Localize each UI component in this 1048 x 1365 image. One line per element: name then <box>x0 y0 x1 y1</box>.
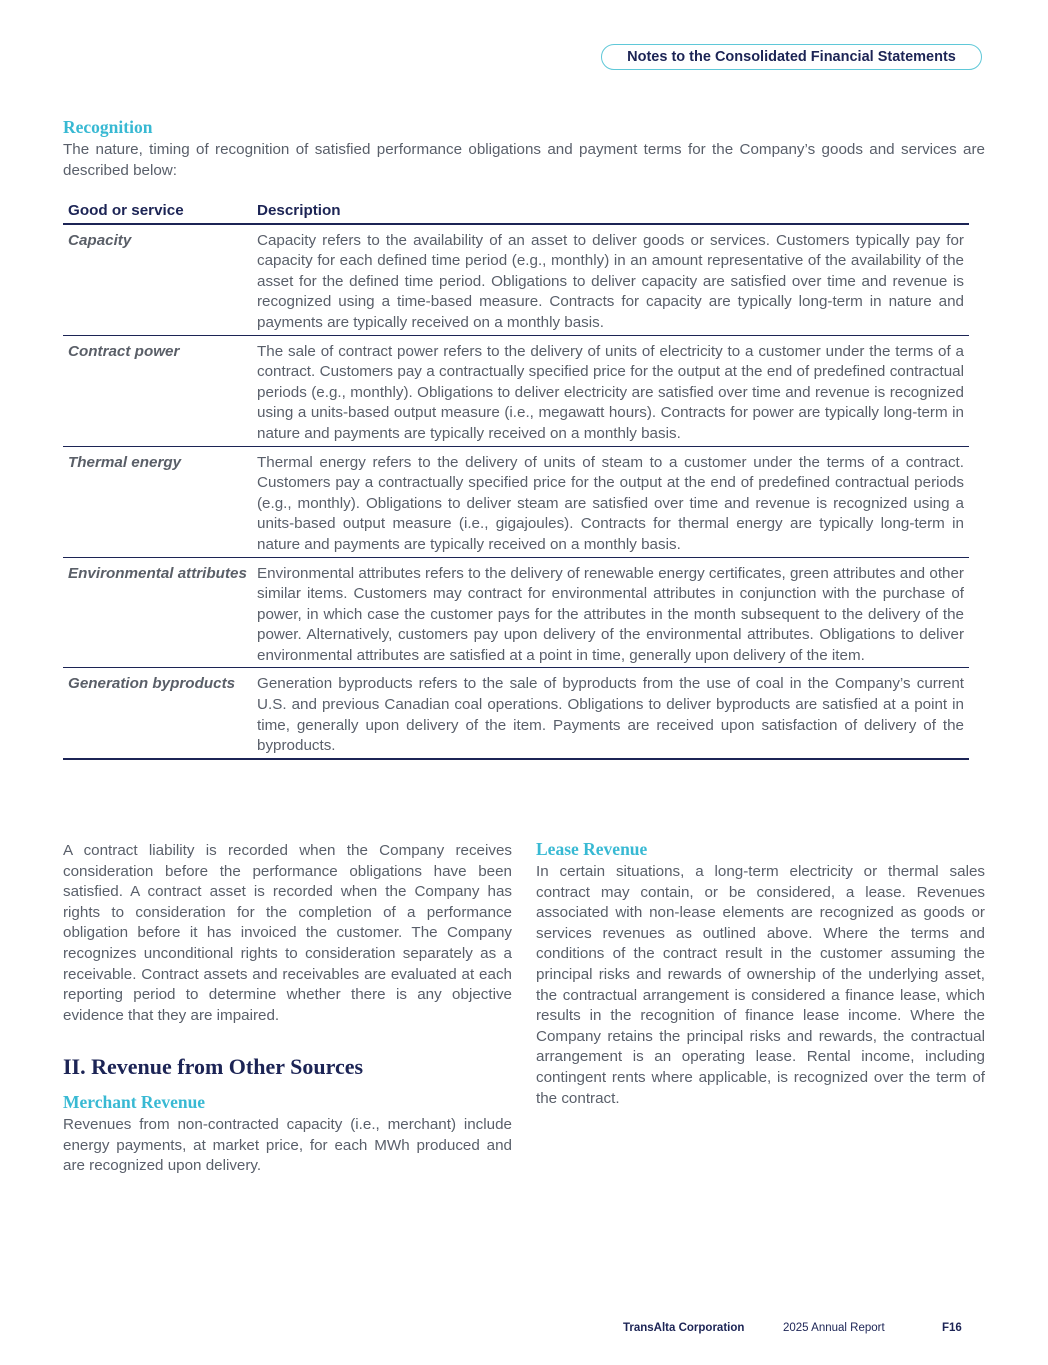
description-cell: The sale of contract power refers to the delivery of units of electricity to a customer under the terms of a contract. Customers pay a contractually specified price for the output at the end of predefined contractual periods (e.g., monthly). Obligations to deliver electricity are satisfied over time and revenue is recognized using a units-based output measure (i.e., megawatt hours). Contracts for power are typically long-term in nature and payments are typically received on a monthly basis. <box>252 335 969 446</box>
column-header-good: Good or service <box>63 199 252 224</box>
table-row <box>63 446 969 557</box>
section-header-label: Notes to the Consolidated Financial Statements <box>601 44 982 70</box>
good-cell: Environmental attributes <box>63 557 252 668</box>
performance-obligations-table <box>63 199 969 760</box>
good-cell: Generation byproducts <box>63 668 252 759</box>
recognition-intro: The nature, timing of recognition of satisfied performance obligations and payment terms for the Company’s goods and services are described below: <box>63 141 985 179</box>
footer-company: TransAlta Corporation <box>623 1322 745 1334</box>
table-row <box>63 668 969 759</box>
description-cell: Generation byproducts refers to the sale of byproducts from the use of coal in the Company’s current U.S. and previous Canadian coal operations. Obligations to deliver byproducts are satisfied at a point in time, generally upon delivery of the item. Payments are received upon satisfaction of delivery of the byproducts. <box>252 668 969 759</box>
good-cell: Contract power <box>63 335 252 446</box>
table-row <box>63 335 969 446</box>
footer-report: 2025 Annual Report <box>783 1322 885 1334</box>
page-number: F16 <box>942 1322 962 1334</box>
table-header-row <box>63 199 969 224</box>
good-cell: Thermal energy <box>63 446 252 557</box>
description-cell: Thermal energy refers to the delivery of units of steam to a customer under the terms of a contract. Customers pay a contractually specified price for the output at the end of predefined contractual periods (e.g., monthly). Obligations to deliver steam are satisfied over time and revenue is recognized using a units-based output measure (i.e., gigajoules). Contracts for thermal energy are typically long-term in nature and payments are typically received on a monthly basis. <box>252 446 969 557</box>
description-cell: Environmental attributes refers to the delivery of renewable energy certificates, green attributes and other similar items. Customers may contract for environmental attributes in conjunction with the purchase of power, in which case the customer pays for the attributes in the month subsequent to the delivery of the power. Alternatively, customers pay upon delivery of the environmental attributes. Obligations to deliver environmental attributes are satisfied at a point in time, generally upon delivery of the item. <box>252 557 969 668</box>
lease-revenue-paragraph: In certain situations, a long-term electricity or thermal sales contract may contain, or be considered, a lease. Revenues associated with non-lease elements are recognized as goods or services revenues as outlined above. Where the terms and conditions of the contract result in the customer assuming the principal risks and rewards of ownership of the underlying asset, the contractual arrangement is considered a finance lease, which results in the recognition of finance lease income. Where the Company retains the principal risks and rewards, the contractual arrangement is an operating lease. Rental income, including contingent rents where applicable, is recognized over the term of the contract. <box>536 863 985 1107</box>
recognition-heading: Recognition <box>63 117 153 137</box>
description-cell: Capacity refers to the availability of an asset to deliver goods or services. Customers typically pay for capacity for each defined time period (e.g., monthly) in an amount representative of the availability of the asset for the defined time period. Obligations to deliver capacity are satisfied over time and revenue is recognized using a time-based measure. Contracts for capacity are typically long-term in nature and payments are typically received on a monthly basis. <box>252 224 969 335</box>
table-row <box>63 224 969 335</box>
contract-liability-paragraph: A contract liability is recorded when the Company receives consideration before the performance obligations have been satisfied. A contract asset is recorded when the Company has rights to consideration for the completion of a performance obligation before it has invoiced the customer. The Company recognizes unconditional rights to consideration separately as a receivable. Contract assets and receivables are evaluated at each reporting period to determine whether there is any objective evidence that they are impaired. <box>63 842 512 1024</box>
table-row <box>63 557 969 668</box>
merchant-revenue-paragraph: Revenues from non-contracted capacity (i.e., merchant) include energy payments, at market price, for each MWh produced and are recognized upon delivery. <box>63 1116 512 1175</box>
column-header-description: Description <box>252 199 969 224</box>
good-cell: Capacity <box>63 224 252 335</box>
merchant-revenue-heading: Merchant Revenue <box>63 1092 206 1112</box>
other-sources-title: II. Revenue from Other Sources <box>63 1054 364 1079</box>
lease-revenue-heading: Lease Revenue <box>536 839 648 859</box>
